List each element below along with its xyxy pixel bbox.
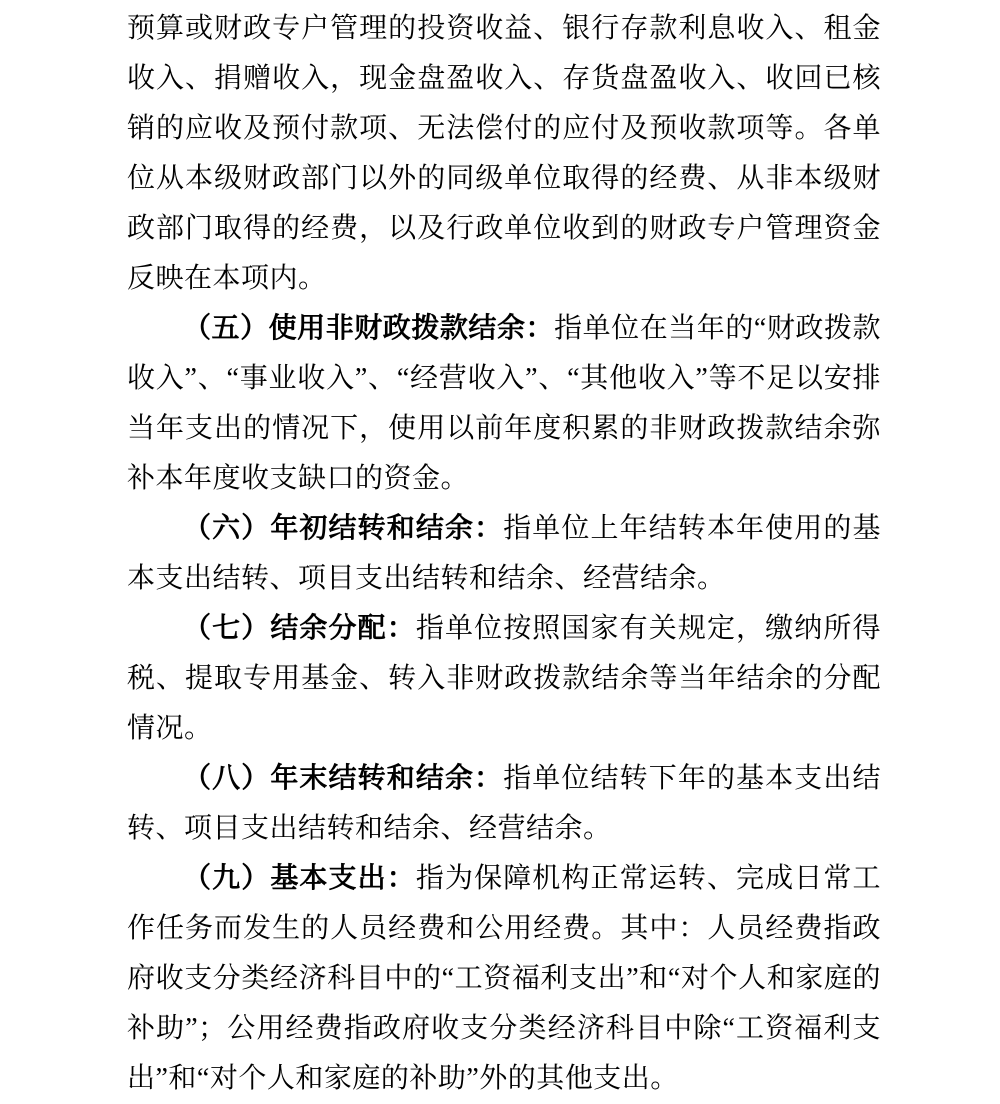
paragraph-lead: （八）年末结转和结余： [183, 763, 504, 794]
paragraph-body: 指单位在当年的“财政拨款收入”、“事业收入”、“经营收入”、“其他收入”等不足以安排当年支出的情况下，使用以前年度积累的非财政拨款结余弥补本年度收支缺口的资金。 [127, 313, 881, 494]
paragraph-section-6 [127, 504, 881, 604]
paragraph-section-9 [127, 854, 881, 1104]
paragraph-lead: （六）年初结转和结余： [183, 513, 504, 544]
paragraph-section-5 [127, 304, 881, 504]
paragraph-section-8 [127, 754, 881, 854]
paragraph-lead: （五）使用非财政拨款结余： [183, 313, 555, 344]
paragraph-body: 指单位结转下年的基本支出结转、项目支出结转和结余、经营结余。 [127, 763, 881, 844]
paragraph-body: 指单位按照国家有关规定，缴纳所得税、提取专用基金、转入非财政拨款结余等当年结余的分配情况。 [127, 613, 881, 744]
paragraph-section-7 [127, 604, 881, 754]
paragraph-lead: （九）基本支出： [183, 863, 416, 894]
paragraph-body: 指为保障机构正常运转、完成日常工作任务而发生的人员经费和公用经费。其中：人员经费指政府收支分类经济科目中的“工资福利支出”和“对个人和家庭的补助”；公用经费指政府收支分类经济科目中除“工资福利支出”和“对个人和家庭的补助”外的其他支出。 [127, 863, 881, 1094]
paragraph-body: 指单位上年结转本年使用的基本支出结转、项目支出结转和结余、经营结余。 [127, 513, 881, 594]
paragraph-body: 预算或财政专户管理的投资收益、银行存款利息收入、租金收入、捐赠收入，现金盘盈收入、存货盘盈收入、收回已核销的应收及预付款项、无法偿付的应付及预收款项等。各单位从本级财政部门以外的同级单位取得的经费、从非本级财政部门取得的经费，以及行政单位收到的财政专户管理资金反映在本项内。 [127, 13, 881, 294]
paragraph-lead: （七）结余分配： [183, 613, 416, 644]
paragraph-continuation [127, 4, 881, 304]
